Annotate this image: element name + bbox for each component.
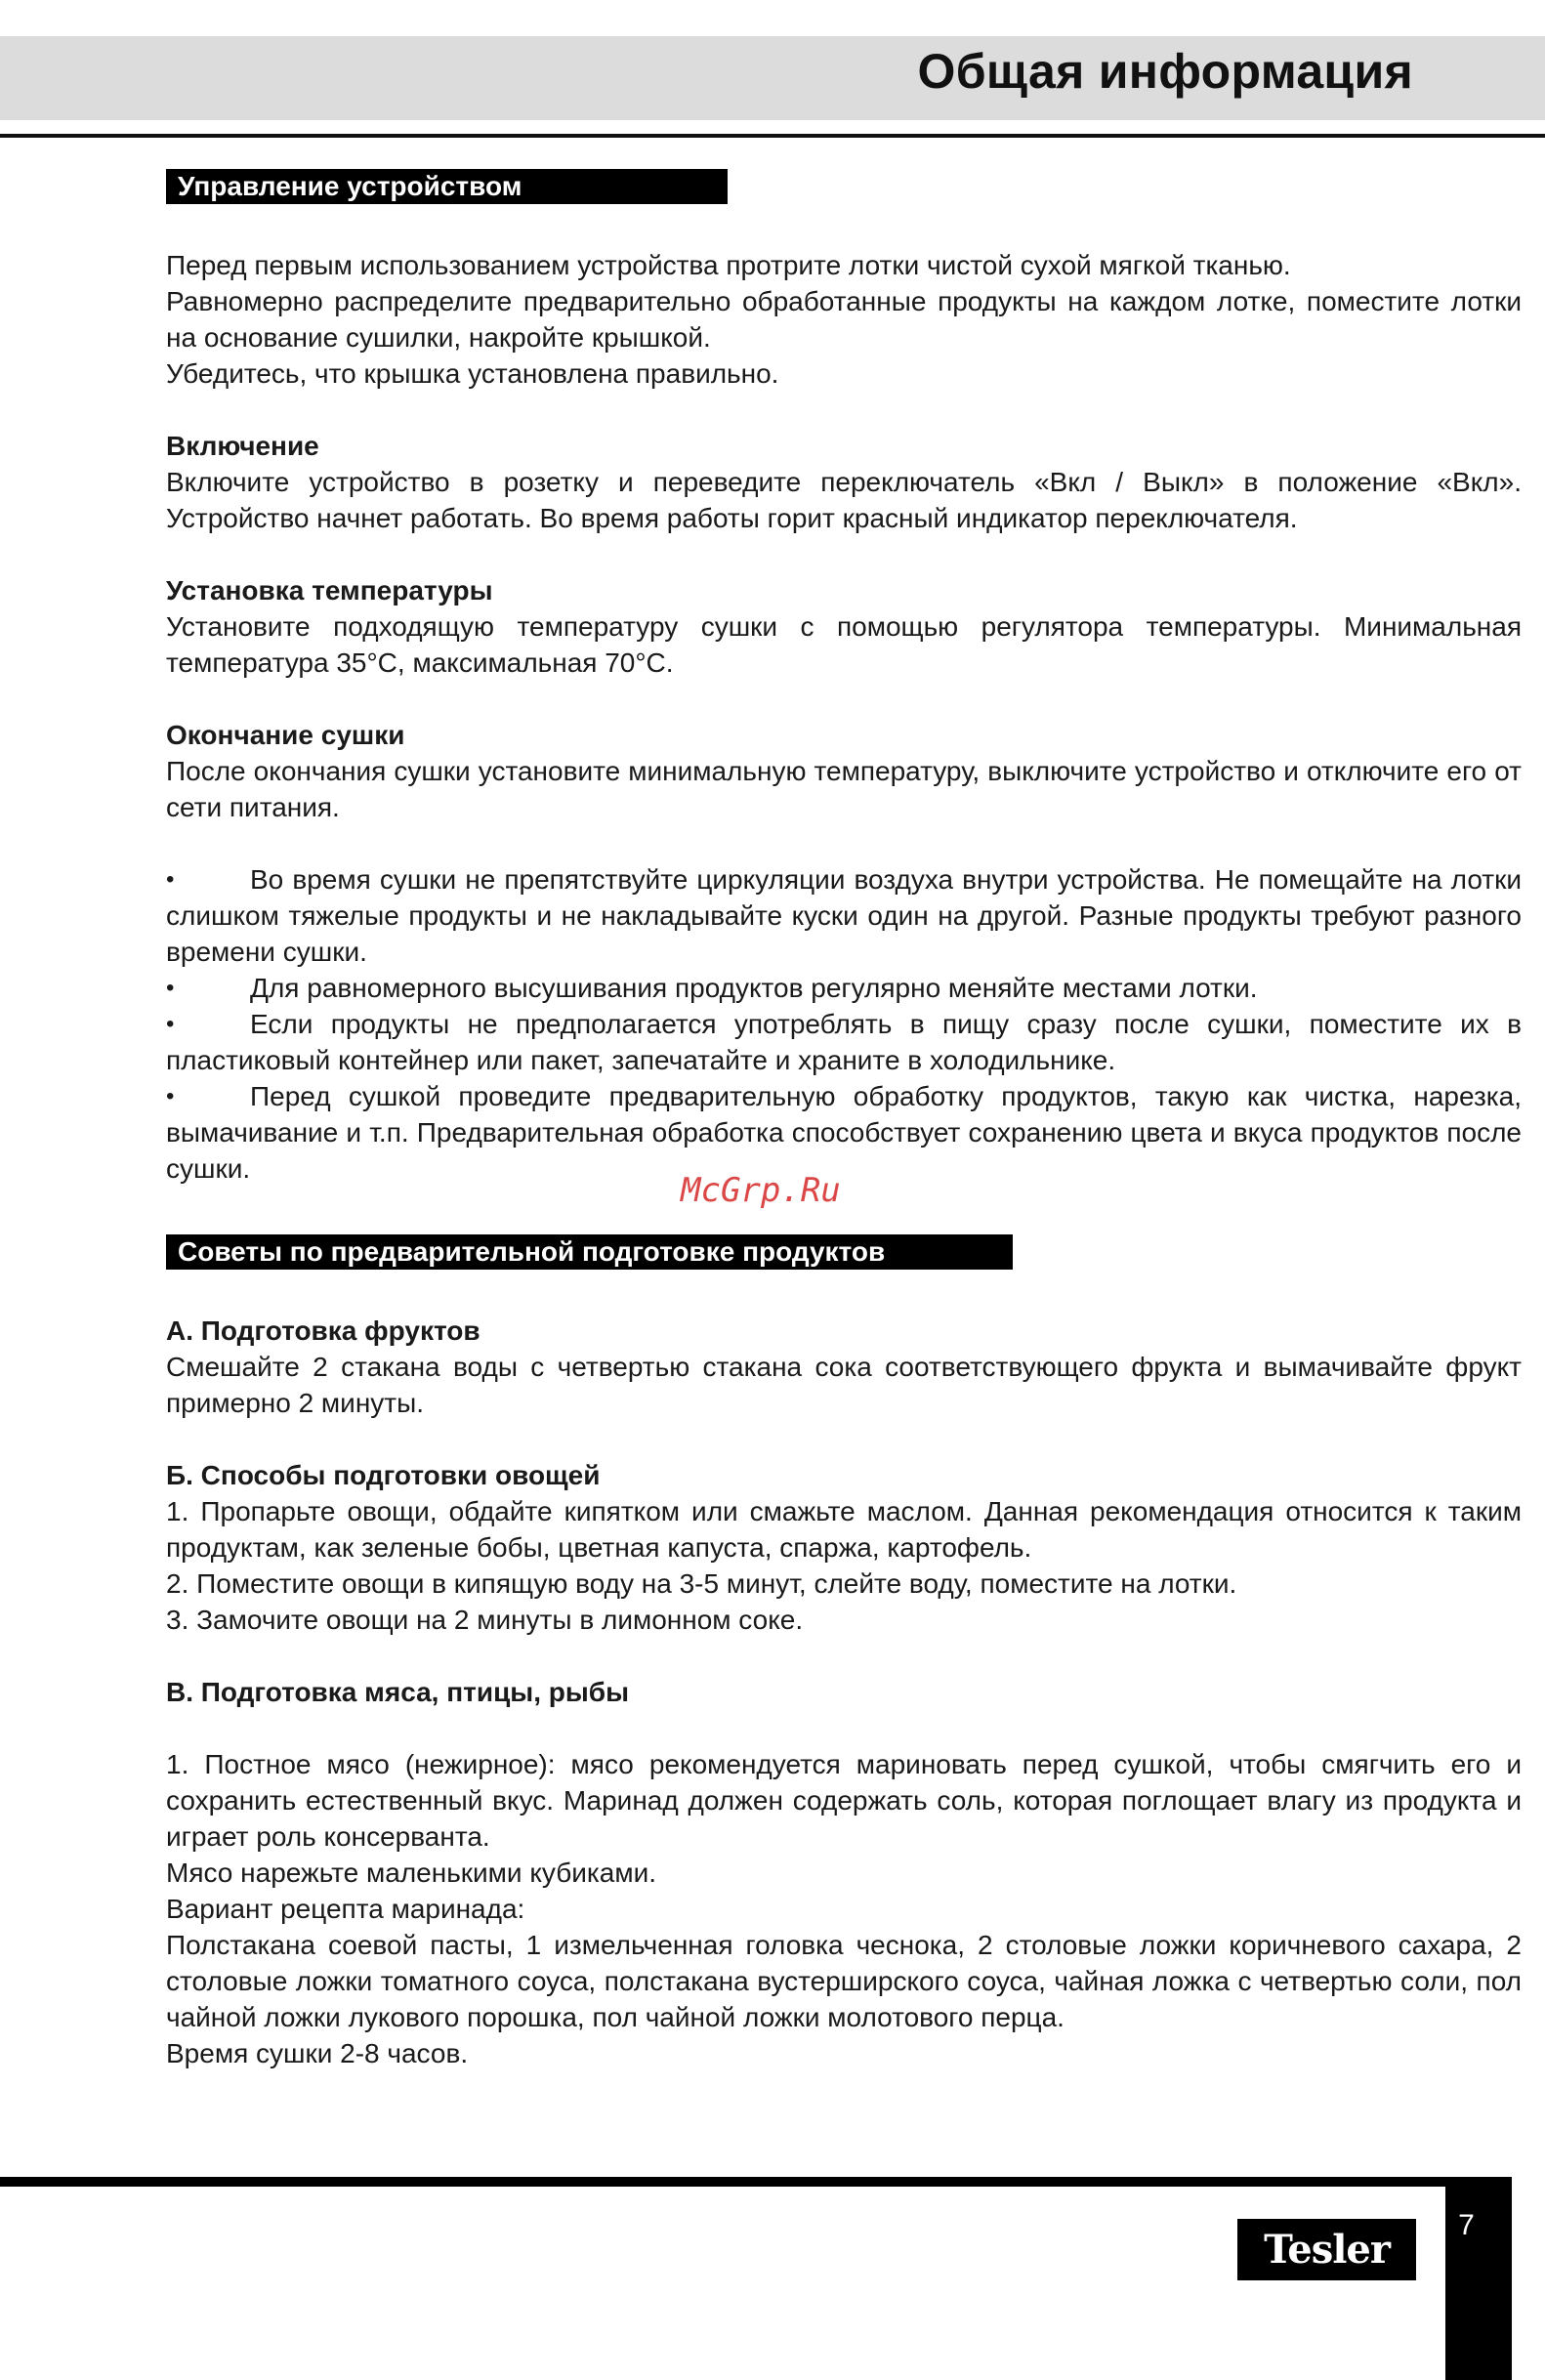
intro-line-3: Убедитесь, что крышка установлена правильно. — [166, 358, 779, 389]
finish-title: Окончание сушки — [166, 720, 405, 750]
bullet-icon: • — [166, 1083, 175, 1109]
section-heading-control: Управление устройством — [166, 169, 728, 204]
intro-line-1: Перед первым использованием устройства протрите лотки чистой сухой мягкой тканью. — [166, 250, 1291, 280]
page-number: 7 — [1458, 2209, 1475, 2241]
temperature-title: Установка температуры — [166, 575, 493, 605]
meat-line-5: Время сушки 2-8 часов. — [166, 2038, 469, 2068]
power-on-text: Включите устройство в розетку и переведите переключатель «Вкл / Выкл» в положение «Вкл». Устройство начнет работать. Во время работы горит красный индикатор переключателя. — [166, 467, 1522, 533]
footer-page-tab — [1445, 2177, 1512, 2380]
fruits-title: А. Подготовка фруктов — [166, 1315, 480, 1346]
header-divider — [0, 134, 1545, 138]
list-item: • Для равномерного высушивания продуктов регулярно меняйте местами лотки. — [166, 970, 1522, 1006]
section-heading-tips: Советы по предварительной подготовке продуктов — [166, 1234, 1013, 1270]
vegetables-line-2: 2. Поместите овощи в кипящую воду на 3-5 минут, слейте воду, поместите на лотки. — [166, 1568, 1237, 1599]
list-item: • Если продукты не предполагается употреблять в пищу сразу после сушки, поместите их в пластиковый контейнер или пакет, запечатайте и храните в холодильнике. — [166, 1006, 1522, 1078]
meat-line-3: Вариант рецепта маринада: — [166, 1894, 525, 1924]
meat-line-1: 1. Постное мясо (нежирное): мясо рекомендуется мариновать перед сушкой, чтобы смягчить его и сохранить естественный вкус. Маринад должен содержать соль, которая поглощает влагу из продукта и играет роль консерванта. — [166, 1749, 1522, 1852]
meat-line-2: Мясо нарежьте маленькими кубиками. — [166, 1858, 657, 1888]
vegetables-line-3: 3. Замочите овощи на 2 минуты в лимонном соке. — [166, 1605, 804, 1635]
temperature-text: Установите подходящую температуру сушки с помощью регулятора температуры. Минимальная температура 35°С, максимальная 70°С. — [166, 611, 1522, 678]
page-content — [166, 168, 1522, 2071]
bullet-icon: • — [166, 975, 175, 1001]
meat-title: В. Подготовка мяса, птицы, рыбы — [166, 1677, 629, 1707]
fruits-text: Смешайте 2 стакана воды с четвертью стакана сока соответствующего фрукта и вымачивайте фрукт примерно 2 минуты. — [166, 1352, 1522, 1418]
tips-bullet-list — [166, 861, 1522, 1187]
page-title: Общая информация — [917, 44, 1413, 99]
bullet-icon: • — [166, 1011, 175, 1037]
power-on-title: Включение — [166, 431, 319, 461]
footer-divider — [0, 2177, 1512, 2187]
list-item: • Во время сушки не препятствуйте циркуляции воздуха внутри устройства. Не помещайте на лотки слишком тяжелые продукты и не накладывайте куски один на другой. Разные продукты требуют разного времени сушки. — [166, 861, 1522, 970]
vegetables-line-1: 1. Пропарьте овощи, обдайте кипятком или смажьте маслом. Данная рекомендация относится к таким продуктам, как зеленые бобы, цветная капуста, спаржа, картофель. — [166, 1496, 1522, 1563]
bullet-icon: • — [166, 866, 175, 893]
meat-line-4: Полстакана соевой пасты, 1 измельченная головка чеснока, 2 столовые ложки коричневого сахара, 2 столовые ложки томатного соуса, полстакана вустерширского соуса, чайная ложка с четвертью соли, пол чайной ложки лукового порошка, пол чайной ложки молотового перца. — [166, 1930, 1522, 2032]
intro-line-2: Равномерно распределите предварительно обработанные продукты на каждом лотке, поместите лотки на основание сушилки, накройте крышкой. — [166, 286, 1522, 353]
list-item: • Перед сушкой проведите предварительную обработку продуктов, такую как чистка, нарезка, вымачивание и т.п. Предварительная обработка способствует сохранению цвета и вкуса продуктов после сушки. — [166, 1078, 1522, 1187]
logo-text: Tesler — [1264, 2227, 1390, 2273]
watermark: McGrp.Ru — [681, 1171, 841, 1210]
brand-logo — [1237, 2219, 1416, 2280]
finish-text: После окончания сушки установите минимальную температуру, выключите устройство и отключите его от сети питания. — [166, 756, 1522, 822]
vegetables-title: Б. Способы подготовки овощей — [166, 1460, 601, 1490]
